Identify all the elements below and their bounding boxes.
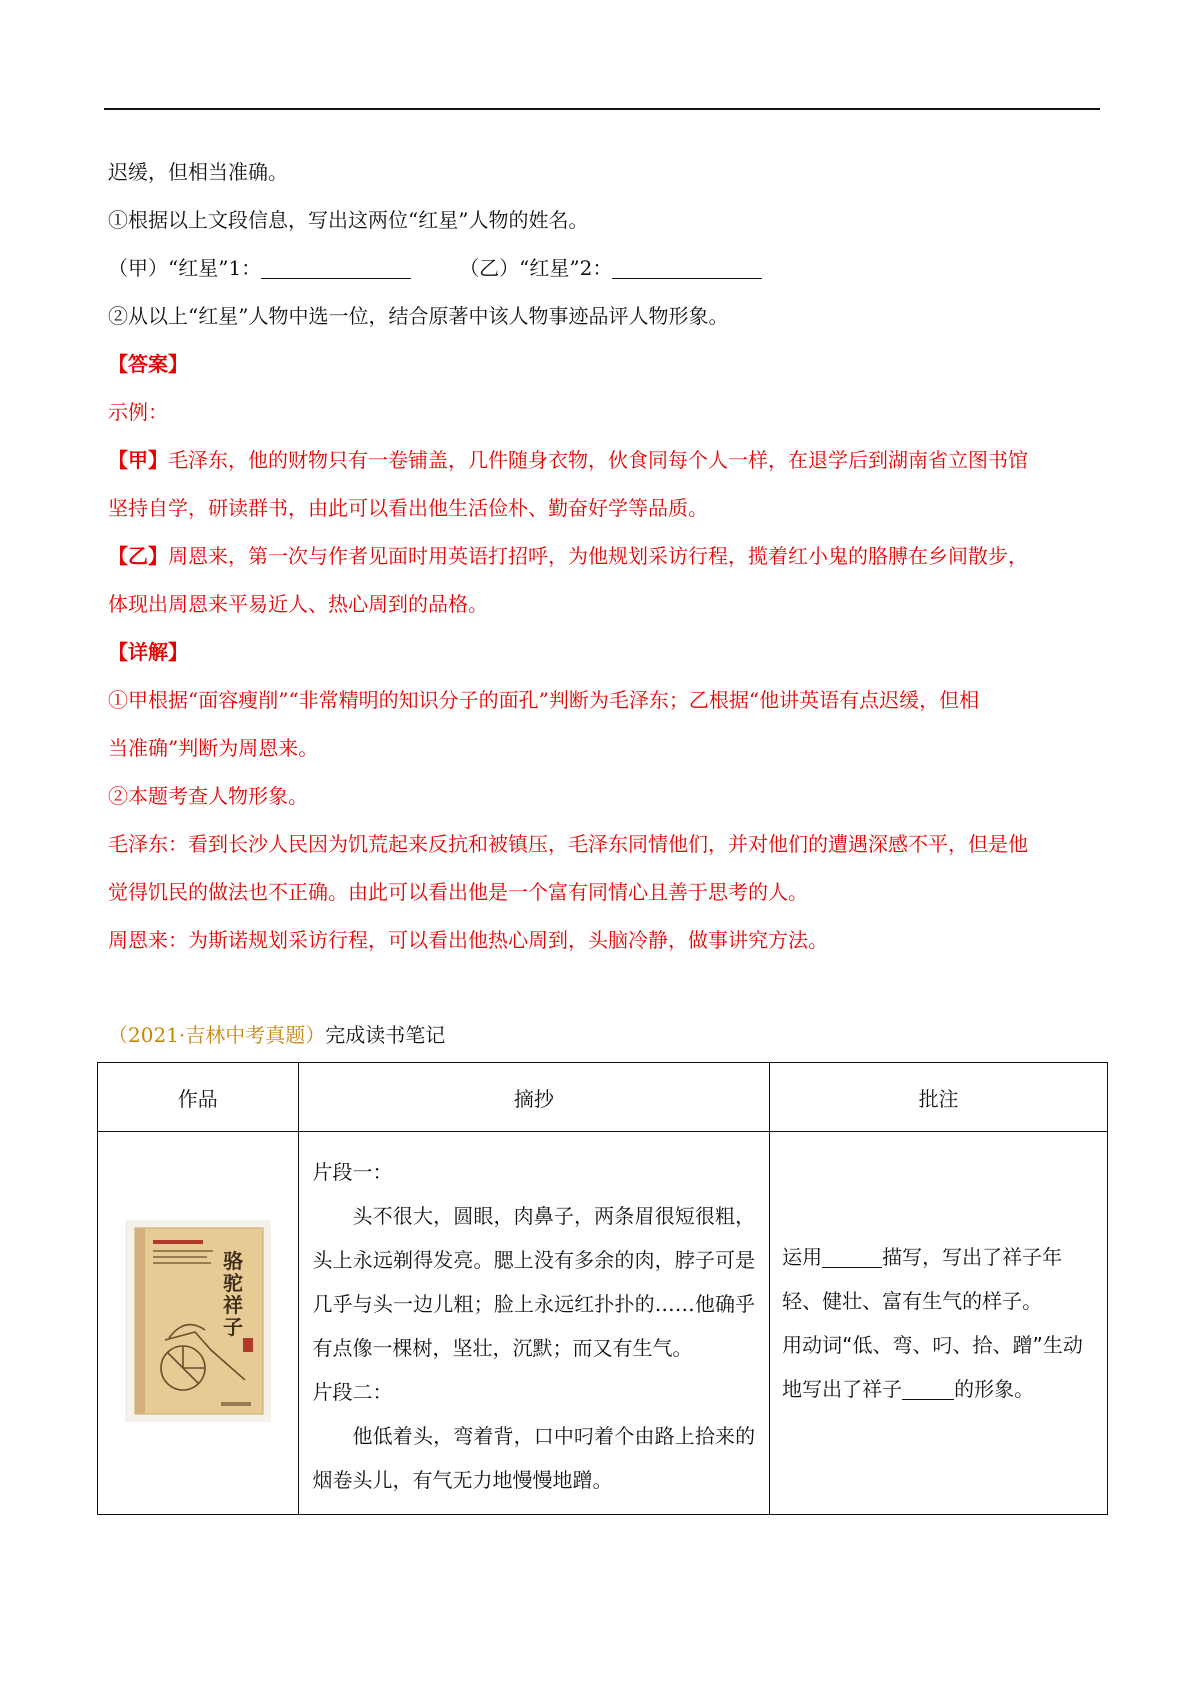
header-excerpt: 摘抄 xyxy=(298,1063,770,1132)
table-row xyxy=(98,1132,1108,1515)
annotation-cell xyxy=(770,1132,1108,1515)
annotation-2: 用动词“低、弯、叼、拾、蹭”生动地写出了祥子 的形象。 xyxy=(782,1333,1083,1401)
question-1-blanks xyxy=(108,244,1098,292)
header-rule xyxy=(104,108,1100,110)
question-source: （2021·吉林中考真题） xyxy=(108,1023,326,1047)
passage-tail: 迟缓，但相当准确。 xyxy=(108,160,288,184)
blank-label-yi: （乙）“红星”2： xyxy=(459,256,613,280)
blank-label-jia: （甲）“红星”1： xyxy=(108,256,262,280)
reading-notes-table xyxy=(97,1062,1108,1515)
answer-yi-line-1: 【乙】周恩来，第一次与作者见面时用英语打招呼，为他规划采访行程，揽着红小鬼的胳膊在乡间散步， xyxy=(108,544,1028,568)
segment-2-label: 片段二： xyxy=(312,1380,393,1404)
detail-line-1a: ①甲根据“面容瘦削”“非常精明的知识分子的面孔”判断为毛泽东；乙根据“他讲英语有点迟缓，但相 xyxy=(108,688,980,712)
detail-line-1b: 当准确”判断为周恩来。 xyxy=(108,736,319,760)
annotation-1: 运用 描写，写出了祥子年轻、健壮、富有生气的样子。 xyxy=(782,1245,1063,1313)
book-cover-image xyxy=(125,1220,271,1422)
section-title xyxy=(108,1020,445,1050)
detail-line-2: ②本题考查人物形象。 xyxy=(108,784,308,808)
answer-yi-line-2: 体现出周恩来平易近人、热心周到的品格。 xyxy=(108,592,488,616)
detail-mao-line-1: 毛泽东：看到长沙人民因为饥荒起来反抗和被镇压，毛泽东同情他们，并对他们的遭遇深感不平，但是他 xyxy=(108,832,1028,856)
answer-heading: 【答案】 xyxy=(108,352,188,376)
answer-jia-tag: 【甲】 xyxy=(108,448,168,472)
book-cover-cell xyxy=(98,1132,299,1515)
header-work: 作品 xyxy=(98,1063,299,1132)
detail-mao-line-2: 觉得饥民的做法也不正确。由此可以看出他是一个富有同情心且善于思考的人。 xyxy=(108,880,808,904)
answer-example-label: 示例： xyxy=(108,400,168,424)
annotation-blank-1[interactable] xyxy=(822,1243,882,1268)
header-annotation: 批注 xyxy=(770,1063,1108,1132)
question-1: ①根据以上文段信息，写出这两位“红星”人物的姓名。 xyxy=(108,208,589,232)
answer-yi-tag: 【乙】 xyxy=(108,544,168,568)
question-2: ②从以上“红星”人物中选一位，结合原著中该人物事迹品评人物形象。 xyxy=(108,304,729,328)
book-title: 骆驼祥子 xyxy=(222,1248,243,1339)
answer-blank-jia[interactable] xyxy=(261,254,411,279)
answer-jia-line-1: 【甲】毛泽东，他的财物只有一卷铺盖，几件随身衣物，伙食同每个人一样，在退学后到湖南省立图书馆 xyxy=(108,448,1028,472)
question-content xyxy=(108,148,1098,964)
segment-2-text: 他低着头，弯着背，口中叼着个由路上拾来的烟卷头儿，有气无力地慢慢地蹭。 xyxy=(312,1424,756,1492)
answer-blank-yi[interactable] xyxy=(612,254,762,279)
detail-zhou-line: 周恩来：为斯诺规划采访行程，可以看出他热心周到，头脑冷静，做事讲究方法。 xyxy=(108,928,828,952)
segment-1-label: 片段一： xyxy=(312,1160,393,1184)
table-header-row xyxy=(98,1063,1108,1132)
question-prompt: 完成读书笔记 xyxy=(325,1023,446,1047)
answer-jia-line-2: 坚持自学，研读群书，由此可以看出他生活俭朴、勤奋好学等品质。 xyxy=(108,496,708,520)
excerpt-cell xyxy=(298,1132,770,1515)
detail-heading: 【详解】 xyxy=(108,640,188,664)
segment-1-text: 头不很大，圆眼，肉鼻子，两条眉很短很粗，头上永远剃得发亮。腮上没有多余的肉，脖子可是几乎与头一边儿粗；脸上永远红扑扑的……他确乎有点像一棵树，坚壮，沉默；而又有生气。 xyxy=(312,1204,756,1360)
book-cover-icon xyxy=(125,1220,271,1422)
annotation-blank-2[interactable] xyxy=(902,1375,954,1400)
